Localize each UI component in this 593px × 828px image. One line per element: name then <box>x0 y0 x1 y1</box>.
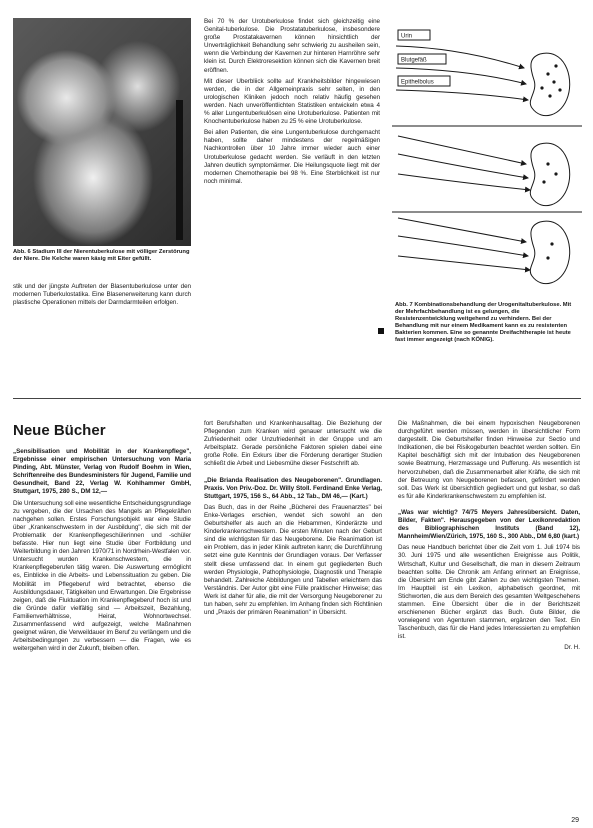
book-column-3 <box>398 420 580 656</box>
treatment-diagram <box>392 18 582 292</box>
kidney-middle <box>530 143 569 205</box>
kidney-photo <box>13 18 191 246</box>
left-column-text: stik und der jüngste Auftreten der Blasentuberkulose unter den modernen Tuberkulostatika. Eine Blasenerweiterung kann durch plastische Operationen mittels der Darmdarmteilen erfolgen. <box>13 283 191 307</box>
book-review-1: Die Untersuchung soll eine wesentliche Entscheidungsgrundlage zu vergeben, die der Ursachen des Mangels an Pflegekräften nachgehen sollen. Erstes Forschungsobjekt war eine Studie über „Krankenschwestern in der Ausbildung", die sich mit der Problematik der Krankenpflegeschülerinnen und -schüler befasste. Hier nun liegt eine Studie über Fortbildung und Weiterbildung in den Jahren 1970/71 in Nordrhein-Westfalen vor. Untersucht wurden Krankenschwestern, die in Krankenpflegeberufen tätig waren. Die Auswertung ermöglicht es, Einblicke in die Arbeits- und Lebenssituation zu geben. Die Mobilität im Pflegeberuf wird betrachtet, ebenso die Ausbildungsdauer, Tätigkeiten und Erwartungen. Die Ergebnisse zeigen, daß die Fluktuation im Krankenpflegeberuf hoch ist und die Gründe dafür vielfältig sind — Arbeitszeit, Bezahlung, Familienverhältnisse, Heirat, Wohnortwechsel. Zusammenfassend wird aufgezeigt, welche Maßnahmen geeignet wären, die Verweildauer im Beruf zu verlängern und die Arbeitsbedingungen zu verbessern — die Fragen, wie es weitergehen wird in der Zukunft, bleiben offen. <box>13 499 191 653</box>
diagram-label-urin: Urin <box>401 33 413 40</box>
page-number: 29 <box>571 817 579 824</box>
book-review-2: Das Buch, das in der Reihe „Bücherei des Frauenarztes" bei Enke-Verlages erschien, wendet sich sowohl an den Geburtshelfer als auch an die Hebammen, Kinderärzte und Kinderkrankenschwestern. Die ersten Minuten nach der Geburt sind die wichtigsten für das Neugeborene. Die Reanimation ist ein Problem, das in jeder Klinik auftreten kann; die Durchführung setzt eine gute Kenntnis der Grundlagen voraus. Der Verfasser stellt diese umfassend dar. In einem gut gegliederten Buch werden Physiologie, Pathophysiologie, Diagnostik und Therapie behandelt. Zahlreiche Abbildungen und Tabellen erleichtern das Verständnis. Der Autor gibt eine Fülle praktischer Hinweise; das Werk ist daher für alle, die mit der Versorgung Neugeborener zu tun haben, sehr zu empfehlen. Im Anhang finden sich Richtlinien und „Praxis der primären Reanimation" in Übersicht. <box>204 503 382 617</box>
diagram-label-epithel: Epithelbolus <box>401 79 434 86</box>
end-mark <box>378 328 384 334</box>
middle-paragraph-2: Mit dieser Uberbliick sollte auf Krankheitsbilder hingewiesen werden, die in der Allgemeinpraxis sehr selten, in den urologischen Kliniken jedoch noch relativ häufig gesehen werden. Nach unveröffentlichten Statistiken entwickeln etwa 4 % aller Lungentuberkulösen eine Urotuberkulose. Patienten mit Knochentuberkulose haben zu 25 % eine Urotuberkulose. <box>204 77 380 126</box>
section-divider <box>13 398 581 399</box>
kidney-top <box>530 53 569 115</box>
book-title-2: „Die Brianda Realisation des Neugeborenen". Grundlagen. Praxis. Von Priv.-Doz. Dr. Willy Stoll. Ferdinand Enke Verlag, Stuttgart, 1975, 156 S., 64 Abb., 12 Tab., DM 46,— (Kart.) <box>204 476 382 500</box>
middle-paragraph-1: Bei 70 % der Urotuberkulose findet sich gleichzeitig eine Genital-tuberkulose. Die Prostatatuberkulose, insbesondere große Prostatakavernen können hinsichtlich der Unverträglichkeit Behandlung sehr schwierig zu ausheilen sein, wenn die Verbindung der Kavernen zur hinteren Harnröhre sehr klein ist. Durch Elektroresektion können sich die Kavernen breit eröffnen. <box>204 18 380 74</box>
scale-bar <box>176 100 183 240</box>
book-title-3: „Was war wichtig? 74/75 Meyers Jahresübersicht. Daten, Bilder, Fakten". Herausgegeben von der Lexikonredaktion des Bibliographischen Instituts (Band 12), Mannheim/Wien/Zürich, 1975, 160 S., 300 Abb., DM 6,80 (kart.) <box>398 508 580 541</box>
section-heading: Neue Bücher <box>13 422 106 439</box>
diagram-caption: Abb. 7 Kombinationsbehandlung der Urogenitaltuberkulose. Mit der Mehrfachbehandlung ist es gelungen, die Resistenzentwicklung weitgehend zu verhindern. Bei der Behandlung mit nur einem Medikament kann es zu resistenten Bakterien kommen. Eine so genannte Dreifachtherapie ist heute fast immer angezeigt (nach KÖNIG). <box>395 302 572 343</box>
book-column-1 <box>13 448 191 656</box>
diagram-label-blutgefaess: Blutgefäß <box>401 57 427 64</box>
middle-paragraph-3: Bei allen Patienten, die eine Lungentuberkulose durchgemacht haben, sollte daher mindestens der regelmäßigen Nachkontrollen über 10 Jahre immer wieder auch einer Urotuberkulose gedacht werden. Sie verläuft in den letzten Jahren deutlich symptomärmer. Die Heilungsquote liegt mit der modernen Chemotherapie bei 98 %. Eine Sterblichkeit ist nur noch minimal. <box>204 129 380 185</box>
column-3-paragraph: Die Maßnahmen, die bei einem hypoxischen Neugeborenen durchgeführt werden müssen, werden in übersichtlicher Form dargestellt. Die Geburtshelfer finden Hinweise zur Sectio und Indikationen, die bei Risikogeburten beachtet werden sollten. Ein Kapitel beschäftigt sich mit der Intubation des Neugeborenen sowie Beatmung, Herzmassage und Pufferung. Als wesentlich ist hervorzuheben, daß die Zusammenarbeit aller Kräfte, die sich mit der Betreuung von Neugeborenen befassen, gefördert werden soll. Das Werk ist übersichtlich gegliedert und gut lesbar, so daß es für alle Kinderkrankenschwestern zu empfehlen ist. <box>398 420 580 500</box>
column-2-paragraph: fort Berufshaften und Krankenhausalltag. Die Beziehung der Pflegenden zum Kranken wird genauer untersucht wie die Zufriedenheit oder Unzufriedenheit in der Gruppe und am Arbeitsplatz. Gerade persönliche Faktoren spielen dabei eine große Rolle. Ein Exkurs über die Förderung derartiger Studien schließt die Arbeit und Liebesmühe dieser Festschrift ab. <box>204 420 382 468</box>
book-review-3: Das neue Handbuch berichtet über die Zeit vom 1. Juli 1974 bis 30. Juni 1975 und alle wesentlichen Ereignisse aus Politik, Wirtschaft, Kultur und Gesellschaft, die man in diesem Zeitraum beachten sollte. Die Chronik am Anfang erinnert an Ereignisse, die Übersicht am Ende gibt Zahlen zu den wichtigsten Themen. Im Hauptteil ist ein Lexikon, alphabetisch geordnet, mit Stichworten, die aus dem Bereich des gesamten Weltgeschehens stammen. Eine Übersicht über die in der Berichtszeit erschienenen Bücher ergänzt das Buch. Gute Bilder, die vorwiegend von Agenturen stammen, ergänzen den Text. Ein Taschenbuch, das für die Hand jedes Interessierten zu empfehlen ist. <box>398 544 580 641</box>
middle-column <box>204 18 380 189</box>
book-title-1: „Sensibilisation und Mobilität in der Krankenpflege", Ergebnisse einer empirischen Untersuchung von Maria Pinding, Abt. Münster, Verlag von Rudolf Boehm in Wien, Schriftenreihe des Bundesministers für Jugend, Familie und Gesundheit, Band 22, Verlag W. Kohlhammer GmbH, Stuttgart, 1975, 280 S., DM 12,— <box>13 448 191 496</box>
kidney-bottom <box>530 221 569 283</box>
reviewer-signature: Dr. H. <box>564 644 580 652</box>
book-column-2 <box>204 420 382 620</box>
photo-caption: Abb. 6 Stadium III der Nierentuberkulose mit völliger Zerstörung der Niere. Die Kelche waren käsig mit Eiter gefüllt. <box>13 249 190 262</box>
